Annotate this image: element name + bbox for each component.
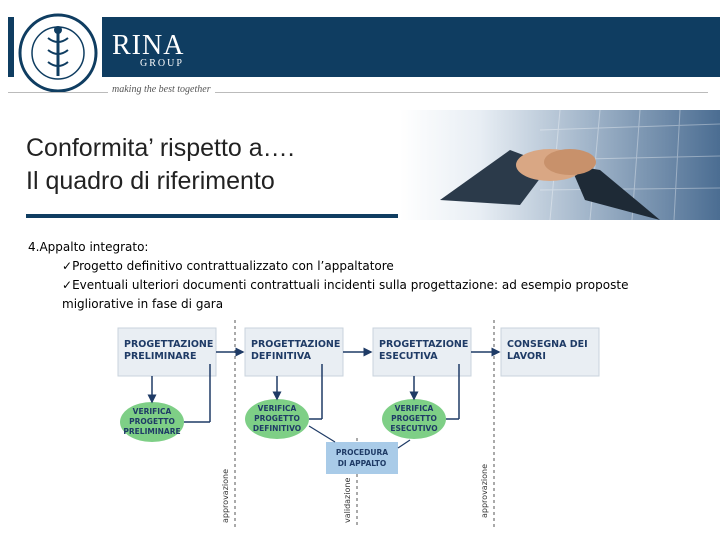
box-2-line2: DEFINITIVA	[251, 351, 311, 362]
box-3-line2: ESECUTIVA	[379, 351, 438, 362]
label-validazione: validazione	[343, 477, 352, 523]
content-text	[28, 238, 698, 314]
oval-3-line1: VERIFICA	[394, 404, 434, 413]
bullet-2	[28, 276, 698, 314]
oval-2-line1: VERIFICA	[257, 404, 297, 413]
bullet-1-text: Progetto definitivo contrattualizzato con l’appaltatore	[72, 259, 394, 273]
title-line-2: Il quadro di riferimento	[26, 167, 275, 195]
oval-3-line2: PROGETTO	[391, 414, 437, 423]
box-procedura-appalto	[326, 442, 398, 474]
checkmark-icon: ✓	[62, 259, 73, 273]
box-2-line1: PROGETTAZIONE	[251, 339, 341, 350]
slide-title	[26, 132, 386, 198]
oval-1-line3: PRELIMINARE	[123, 427, 181, 436]
box-4-line1: CONSEGNA DEI	[507, 339, 588, 350]
item-heading: 4.Appalto integrato:	[28, 240, 149, 254]
oval-3-line3: ESECUTIVO	[390, 424, 438, 433]
tagline: making the best together	[108, 84, 215, 95]
handshake-photo	[400, 110, 720, 220]
brand-name: RINA	[112, 30, 185, 61]
bullet-1	[28, 257, 698, 276]
label-approvazione-1: approvazione	[221, 468, 230, 523]
title-underline	[26, 214, 398, 218]
title-line-1: Conformita’ rispetto a….	[26, 134, 295, 162]
procedura-line2: DI APPALTO	[337, 459, 387, 468]
process-diagram	[110, 318, 610, 532]
box-4-line2: LAVORI	[507, 351, 546, 362]
oval-2-line3: DEFINITIVO	[252, 424, 302, 433]
rina-seal-logo	[14, 10, 102, 96]
box-1-line2: PRELIMINARE	[124, 351, 197, 362]
bullet-2-text: Eventuali ulteriori documenti contrattuali incidenti sulla progettazione: ad esempio proposte migliorative in fase di gara	[62, 278, 629, 311]
brand-group: GROUP	[140, 58, 184, 69]
label-approvazione-2: approvazione	[480, 463, 489, 518]
oval-1-line2: PROGETTO	[129, 417, 175, 426]
box-3-line1: PROGETTAZIONE	[379, 339, 469, 350]
box-1-line1: PROGETTAZIONE	[124, 339, 214, 350]
checkmark-icon: ✓	[62, 278, 73, 292]
oval-1-line1: VERIFICA	[132, 407, 172, 416]
oval-2-line2: PROGETTO	[254, 414, 300, 423]
procedura-line1: PROCEDURA	[335, 448, 389, 457]
